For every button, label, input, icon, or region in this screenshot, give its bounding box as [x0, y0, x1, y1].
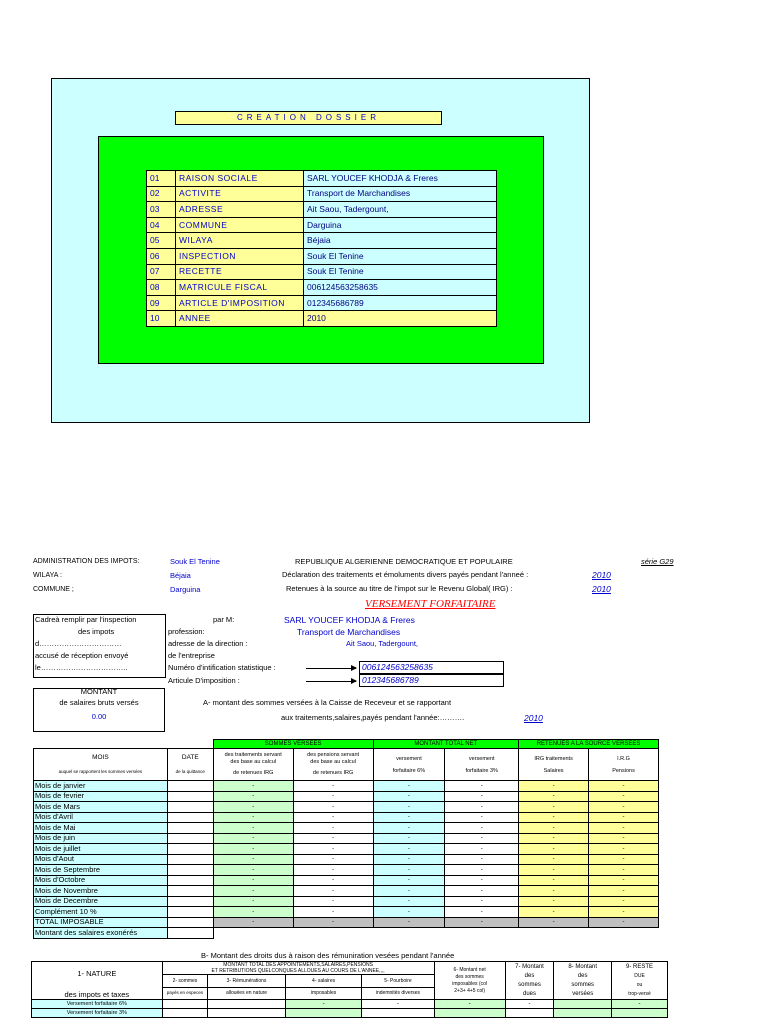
c6-l4: 2+3+ 4+5 col) — [454, 987, 485, 994]
dossier-row-value[interactable]: 006124563258635 — [304, 280, 497, 296]
table-row-exoneres — [34, 928, 659, 939]
dossier-row-label: INSPECTION — [176, 248, 304, 264]
article-value: 012345686789 — [362, 675, 419, 685]
arrow-icon — [306, 668, 356, 669]
date-cell[interactable] — [167, 833, 213, 844]
c8-l3: sommes — [571, 981, 595, 988]
amount-cell: - — [445, 781, 519, 792]
date-cell[interactable] — [167, 917, 213, 928]
declaration-text: Déclaration des traitements et émoluments divers payés pendant l'anneé : — [282, 570, 529, 579]
month-label: Mois de juin — [34, 833, 168, 844]
amount-cell: - — [519, 875, 589, 886]
amount-cell: - — [293, 917, 373, 928]
month-label: Mois de juillet — [34, 844, 168, 855]
date-cell[interactable] — [167, 896, 213, 907]
header-traitements-l1: des traitements servant — [224, 752, 282, 758]
header-col3 — [208, 975, 286, 987]
header-vf3 — [445, 749, 519, 781]
dossier-row — [147, 264, 497, 280]
month-label: Mois de Septembre — [34, 865, 168, 876]
dossier-row-label: COMMUNE — [176, 217, 304, 233]
dossier-table — [146, 170, 497, 327]
dossier-row-value[interactable]: Darguina — [304, 217, 497, 233]
amount-cell: - — [519, 791, 589, 802]
amount-cell: - — [589, 833, 659, 844]
dossier-row-number: 07 — [147, 264, 176, 280]
amount-cell: - — [373, 886, 445, 897]
dossier-row — [147, 280, 497, 296]
amount-cell: - — [519, 781, 589, 792]
amount-cell: - — [589, 823, 659, 834]
amount-cell: - — [445, 917, 519, 928]
dossier-row — [147, 248, 497, 264]
c9-l3: ou — [636, 981, 643, 988]
cell: - — [285, 1000, 362, 1009]
c8-l1: 8- Montant — [568, 963, 598, 970]
amount-cell: - — [373, 907, 445, 918]
month-label: Mois de Mars — [34, 802, 168, 813]
dossier-row-number: 10 — [147, 311, 176, 327]
amount-cell: - — [519, 812, 589, 823]
amount-cell: - — [589, 781, 659, 792]
table-row — [34, 875, 659, 886]
cell — [554, 1009, 612, 1018]
cell — [612, 1009, 668, 1018]
dossier-row-value[interactable]: Ait Saou, Tadergount, — [304, 202, 497, 218]
amount-cell: - — [213, 791, 293, 802]
cell: - — [612, 1000, 668, 1009]
table-row — [34, 907, 659, 918]
section-b-title: B- Montant des droits dus à raison des rémuniration vesées pendant l'année — [201, 951, 455, 960]
month-label: Mois d'Aout — [34, 854, 168, 865]
amount-cell: - — [213, 823, 293, 834]
date-cell[interactable] — [167, 781, 213, 792]
amount-cell: - — [213, 875, 293, 886]
header-nature — [32, 962, 163, 1000]
amount-cell: - — [589, 791, 659, 802]
dossier-row — [147, 186, 497, 202]
monthly-table — [33, 739, 659, 939]
amount-cell: - — [373, 833, 445, 844]
numero-label: Numéro d'intification statistique : — [168, 663, 276, 672]
amount-cell: - — [445, 823, 519, 834]
amount-cell: - — [589, 865, 659, 876]
amount-cell: - — [373, 812, 445, 823]
dossier-row-value[interactable]: 2010 — [304, 311, 497, 327]
c8-l4: versées — [572, 990, 594, 997]
dossier-row-label: ARTICLE D'IMPOSITION — [176, 295, 304, 311]
dossier-row — [147, 202, 497, 218]
header-pensions-l1: des pensions servant — [307, 752, 360, 758]
header-irgp-l1: I.R.G — [617, 755, 630, 762]
date-cell[interactable] — [167, 854, 213, 865]
dossier-row-label: ADRESSE — [176, 202, 304, 218]
amount-cell: - — [445, 907, 519, 918]
header-mois-label: MOIS — [92, 753, 109, 761]
amount-cell: - — [519, 865, 589, 876]
header-irg-pensions — [589, 749, 659, 781]
cell — [208, 1009, 286, 1018]
table-row — [34, 896, 659, 907]
amount-cell: - — [519, 896, 589, 907]
montant-title: MONTANT — [80, 687, 118, 696]
retenues-text: Retenues à la source au titre de l'impot sur le Revenu Global( IRG) : — [286, 584, 513, 593]
section-a-line2: aux traitements,salaires,payés pendant l'année:………. — [281, 713, 465, 722]
dossier-row-label: ACTIVITE — [176, 186, 304, 202]
cell — [505, 1009, 554, 1018]
amount-cell: - — [589, 812, 659, 823]
month-label: TOTAL IMPOSABLE — [34, 917, 168, 928]
amount-cell: - — [519, 907, 589, 918]
amount-cell: - — [373, 917, 445, 928]
c7-l3: sommes — [518, 981, 541, 988]
republic-title: REPUBLIQUE ALGERIENNE DEMOCRATIQUE ET POPULAIRE — [295, 557, 513, 566]
header-col4 — [285, 975, 362, 987]
header-irg-l1: IRG traitements — [534, 755, 573, 762]
amount-cell: - — [445, 875, 519, 886]
wilaya-label: WILAYA : — [33, 572, 62, 579]
article-label: Articule D'imposition : — [168, 676, 240, 685]
amount-cell: - — [293, 865, 373, 876]
amount-cell: - — [519, 844, 589, 855]
amount-cell: - — [373, 875, 445, 886]
amount-cell: - — [445, 812, 519, 823]
dossier-row-number: 05 — [147, 233, 176, 249]
amount-cell: - — [213, 886, 293, 897]
c7-l4: dues — [523, 990, 537, 997]
inspection-line5: le…………………………….. — [35, 663, 128, 672]
header-col2 — [162, 975, 208, 987]
date-cell[interactable] — [167, 886, 213, 897]
c7-l2: des — [524, 972, 535, 979]
date-cell[interactable] — [167, 791, 213, 802]
cell — [362, 1009, 434, 1018]
profession-value: Transport de Marchandises — [297, 627, 401, 637]
profession-label: profession: — [168, 627, 205, 636]
dossier-row-value[interactable]: 012345686789 — [304, 295, 497, 311]
amount-cell: - — [293, 812, 373, 823]
row-vf6-label: Versement forfaitaire 6% — [32, 1000, 163, 1009]
amount-cell: - — [589, 844, 659, 855]
cell — [434, 1009, 505, 1018]
c9-l1: 9- RESTE — [626, 963, 654, 970]
amount-cell: - — [589, 854, 659, 865]
inspection-line4: accusé de réception envoyé — [35, 651, 129, 660]
amount-cell: - — [519, 833, 589, 844]
amount-cell: - — [293, 823, 373, 834]
date-cell[interactable] — [167, 802, 213, 813]
c5-l1: 5- Pourboire — [384, 978, 412, 984]
amount-cell: - — [213, 896, 293, 907]
header-vf6-l1: versement — [396, 755, 422, 762]
inspection-line1: Cadreà remplir par l'inspection — [35, 615, 137, 624]
dossier-row-number: 02 — [147, 186, 176, 202]
par-label: par M: — [213, 615, 235, 624]
dossier-row-value[interactable]: Souk El Tenine — [304, 264, 497, 280]
group-retenues: RETENUES A LA SOURCE VERSEES — [519, 740, 659, 749]
amount-cell: - — [445, 886, 519, 897]
header-vf3-l1: versement — [468, 755, 495, 762]
amount-cell: - — [373, 865, 445, 876]
amount-cell: - — [373, 844, 445, 855]
c6-l3: imposables (col — [452, 980, 488, 987]
amount-cell: - — [519, 854, 589, 865]
amount-cell: - — [589, 917, 659, 928]
amount-cell: - — [445, 791, 519, 802]
numero-value: 006124563258635 — [362, 662, 433, 672]
amount-cell: - — [373, 854, 445, 865]
entreprise-label: de l'entreprise — [168, 651, 215, 660]
month-label: Mois de Mai — [34, 823, 168, 834]
dossier-row — [147, 295, 497, 311]
adresse-label: adresse de la direction : — [168, 639, 248, 648]
header-date-sub: de la quittance — [175, 768, 205, 774]
header-col8 — [554, 962, 612, 1000]
amount-cell: - — [445, 854, 519, 865]
amount-cell: - — [213, 907, 293, 918]
cell: - — [434, 1000, 505, 1009]
header-group-l1: MONTANT TOTAL DES APPOINTEMENTS,SALAIRES,PENSIONS — [223, 962, 373, 969]
amount-cell: - — [293, 791, 373, 802]
header-traitements-l2: des base au calcul — [230, 759, 276, 765]
date-cell[interactable] — [167, 844, 213, 855]
header-irgp-l2: Pensions — [612, 767, 635, 774]
amount-cell: - — [519, 886, 589, 897]
inspection-line2: des impots — [78, 627, 115, 636]
dossier-row — [147, 233, 497, 249]
cell — [554, 1000, 612, 1009]
header-irg-salaires — [519, 749, 589, 781]
dossier-row-number: 08 — [147, 280, 176, 296]
dossier-row-number: 03 — [147, 202, 176, 218]
header-col5 — [362, 975, 434, 987]
table-row — [34, 886, 659, 897]
admin-label: ADMINISTRATION DES IMPOTS: — [33, 558, 140, 565]
amount-cell: - — [373, 896, 445, 907]
header-group-appointements — [162, 962, 434, 975]
amount-cell: - — [213, 865, 293, 876]
cell — [162, 1000, 208, 1009]
retenues-year: 2010 — [592, 584, 611, 594]
date-cell[interactable] — [167, 865, 213, 876]
amount-cell: - — [373, 823, 445, 834]
amount-cell: - — [373, 791, 445, 802]
c9-l4: trop-versé — [628, 990, 651, 997]
serie-label: série G29 — [641, 557, 674, 566]
c4-l1: 4- salaires — [312, 978, 336, 984]
header-vf6-l2: forfaitaire 6% — [392, 767, 426, 774]
amount-cell: - — [213, 833, 293, 844]
creation-dossier-title: CREATION DOSSIER — [175, 111, 442, 125]
amount-cell: - — [293, 854, 373, 865]
amount-cell: - — [589, 802, 659, 813]
cell: - — [362, 1000, 434, 1009]
amount-cell: - — [213, 917, 293, 928]
section-a-line1: A- montant des sommes versées à la Caisse de Receveur et se rapportant — [203, 698, 452, 707]
table-row — [34, 781, 659, 792]
dossier-row-number: 04 — [147, 217, 176, 233]
c2-l1: 2- sommes — [172, 978, 198, 984]
amount-cell: - — [213, 844, 293, 855]
amount-cell: - — [589, 875, 659, 886]
c8-l2: des — [577, 972, 588, 979]
dossier-row-value[interactable]: Souk El Tenine — [304, 248, 497, 264]
table-row-total — [34, 917, 659, 928]
header-group-l2: ET RETRIBUTIONS QUELCONQUES ALLOUES AU COURS DE L'ANNEE,,,, — [211, 968, 385, 975]
amount-cell: - — [445, 833, 519, 844]
table-row — [34, 833, 659, 844]
header-col5-sub: indemnités diverses — [362, 987, 434, 999]
c6-l1: 6- Montant net — [453, 966, 486, 973]
date-cell[interactable] — [167, 823, 213, 834]
amount-cell: - — [519, 823, 589, 834]
header-col3-sub: allouées en nature — [208, 987, 286, 999]
row-vf3-label: Versement forfaitaire 3% — [32, 1009, 163, 1018]
dossier-row-number: 06 — [147, 248, 176, 264]
header-col9 — [612, 962, 668, 1000]
dossier-row-label: MATRICULE FISCAL — [176, 280, 304, 296]
dossier-row-number: 09 — [147, 295, 176, 311]
header-irg-l2: Salaires — [543, 767, 564, 774]
header-date-label: DATE — [181, 753, 199, 761]
arrow-icon — [306, 681, 356, 682]
header-mois-sub: auquel se rapportent les sommes versées — [58, 768, 143, 774]
dossier-row-label: RECETTE — [176, 264, 304, 280]
amount-cell: - — [213, 802, 293, 813]
dossier-row-label: ANNEE — [176, 311, 304, 327]
group-montant-total-net: MONTANT TOTAL NET — [373, 740, 519, 749]
dossier-row — [147, 311, 497, 327]
month-label: Mois de janvier — [34, 781, 168, 792]
exoneres-label: Montant des salaires exonérés — [34, 928, 168, 939]
group-sommes-versees: SOMMES VERSEES — [213, 740, 373, 749]
c7-l1: 7- Montant — [515, 963, 544, 970]
dossier-row-value[interactable]: Béjaia — [304, 233, 497, 249]
amount-cell: - — [373, 802, 445, 813]
date-cell[interactable] — [167, 875, 213, 886]
amount-cell: - — [293, 802, 373, 813]
month-label: Mois de Decembre — [34, 896, 168, 907]
par-value: SARL YOUCEF KHODJA & Freres — [284, 615, 415, 625]
dossier-row-label: RAISON SOCIALE — [176, 171, 304, 187]
amount-cell: - — [519, 917, 589, 928]
amount-cell: - — [213, 812, 293, 823]
cell — [208, 1000, 286, 1009]
amount-cell: - — [589, 886, 659, 897]
cell: - — [505, 1000, 554, 1009]
amount-cell: - — [445, 896, 519, 907]
c3-l1: 3- Rémunérations — [226, 978, 267, 984]
header-col6 — [434, 962, 505, 1000]
dossier-row-number: 01 — [147, 171, 176, 187]
amount-cell: - — [293, 886, 373, 897]
header-traitements-l3: de retenues IRG — [233, 770, 274, 776]
empty-cell — [34, 740, 168, 749]
montant-value: 0.00 — [91, 712, 107, 721]
amount-cell: - — [293, 896, 373, 907]
amount-cell: - — [293, 875, 373, 886]
wilaya-value: Béjaia — [170, 571, 191, 580]
header-traitements — [213, 749, 293, 781]
table-row — [34, 823, 659, 834]
amount-cell: - — [213, 781, 293, 792]
header-col7 — [505, 962, 554, 1000]
header-pensions-l2: des base au calcul — [310, 759, 356, 765]
amount-cell: - — [293, 781, 373, 792]
month-label: Mois de Novembre — [34, 886, 168, 897]
header-date — [167, 749, 213, 781]
amount-cell: - — [293, 844, 373, 855]
inspection-line3: d…………………………… — [35, 639, 122, 648]
amount-cell: - — [519, 802, 589, 813]
date-cell[interactable] — [167, 907, 213, 918]
montant-subtitle: de salaires bruts versés — [59, 698, 139, 707]
header-mois — [34, 749, 168, 781]
header-nature-l2: des impots et taxes — [64, 990, 130, 999]
date-cell[interactable] — [167, 928, 213, 939]
section-a-year: 2010 — [524, 713, 543, 723]
cell — [162, 1009, 208, 1018]
header-col2-sub: payés en especes — [162, 987, 208, 999]
amount-cell: - — [293, 833, 373, 844]
header-vf6 — [373, 749, 445, 781]
month-label: Complément 10 % — [34, 907, 168, 918]
header-vf3-l2: forfaitaire 3% — [465, 767, 498, 774]
header-pensions — [293, 749, 373, 781]
c9-l2: DUE — [634, 972, 645, 979]
empty-cell — [167, 740, 213, 749]
amount-cell: - — [445, 865, 519, 876]
amount-cell: - — [293, 907, 373, 918]
table-row — [34, 844, 659, 855]
amount-cell: - — [445, 844, 519, 855]
c6-l2: des sommes — [455, 973, 484, 980]
amount-cell: - — [445, 802, 519, 813]
dossier-row-label: WILAYA — [176, 233, 304, 249]
commune-value: Darguina — [170, 585, 201, 594]
header-pensions-l3: de retenues IRG — [312, 770, 354, 776]
dossier-row-value[interactable]: Transport de Marchandises — [304, 186, 497, 202]
amount-cell: - — [373, 781, 445, 792]
header-nature-l1: 1- NATURE — [77, 969, 117, 978]
adresse-value: Ait Saou, Tadergount, — [346, 639, 418, 648]
month-label: Mois de fevrier — [34, 791, 168, 802]
admin-value: Souk El Tenine — [170, 557, 220, 566]
dossier-row — [147, 171, 497, 187]
table-row — [34, 812, 659, 823]
amount-cell: - — [589, 896, 659, 907]
table-row — [34, 854, 659, 865]
table-row — [34, 802, 659, 813]
month-label: Mois d'Octobre — [34, 875, 168, 886]
dossier-row-value[interactable]: SARL YOUCEF KHODJA & Freres — [304, 171, 497, 187]
cell — [285, 1009, 362, 1018]
declaration-year: 2010 — [592, 570, 611, 580]
amount-cell: - — [589, 907, 659, 918]
table-row — [34, 791, 659, 802]
versement-forfaitaire-title: VERSEMENT FORFAITAIRE — [365, 598, 496, 610]
header-col4-sub: imposables — [285, 987, 362, 999]
commune-label: COMMUNE ; — [33, 586, 74, 593]
date-cell[interactable] — [167, 812, 213, 823]
table-row — [34, 865, 659, 876]
month-label: Mois d'Avril — [34, 812, 168, 823]
amount-cell: - — [213, 854, 293, 865]
dossier-row — [147, 217, 497, 233]
nature-table — [31, 961, 668, 1018]
